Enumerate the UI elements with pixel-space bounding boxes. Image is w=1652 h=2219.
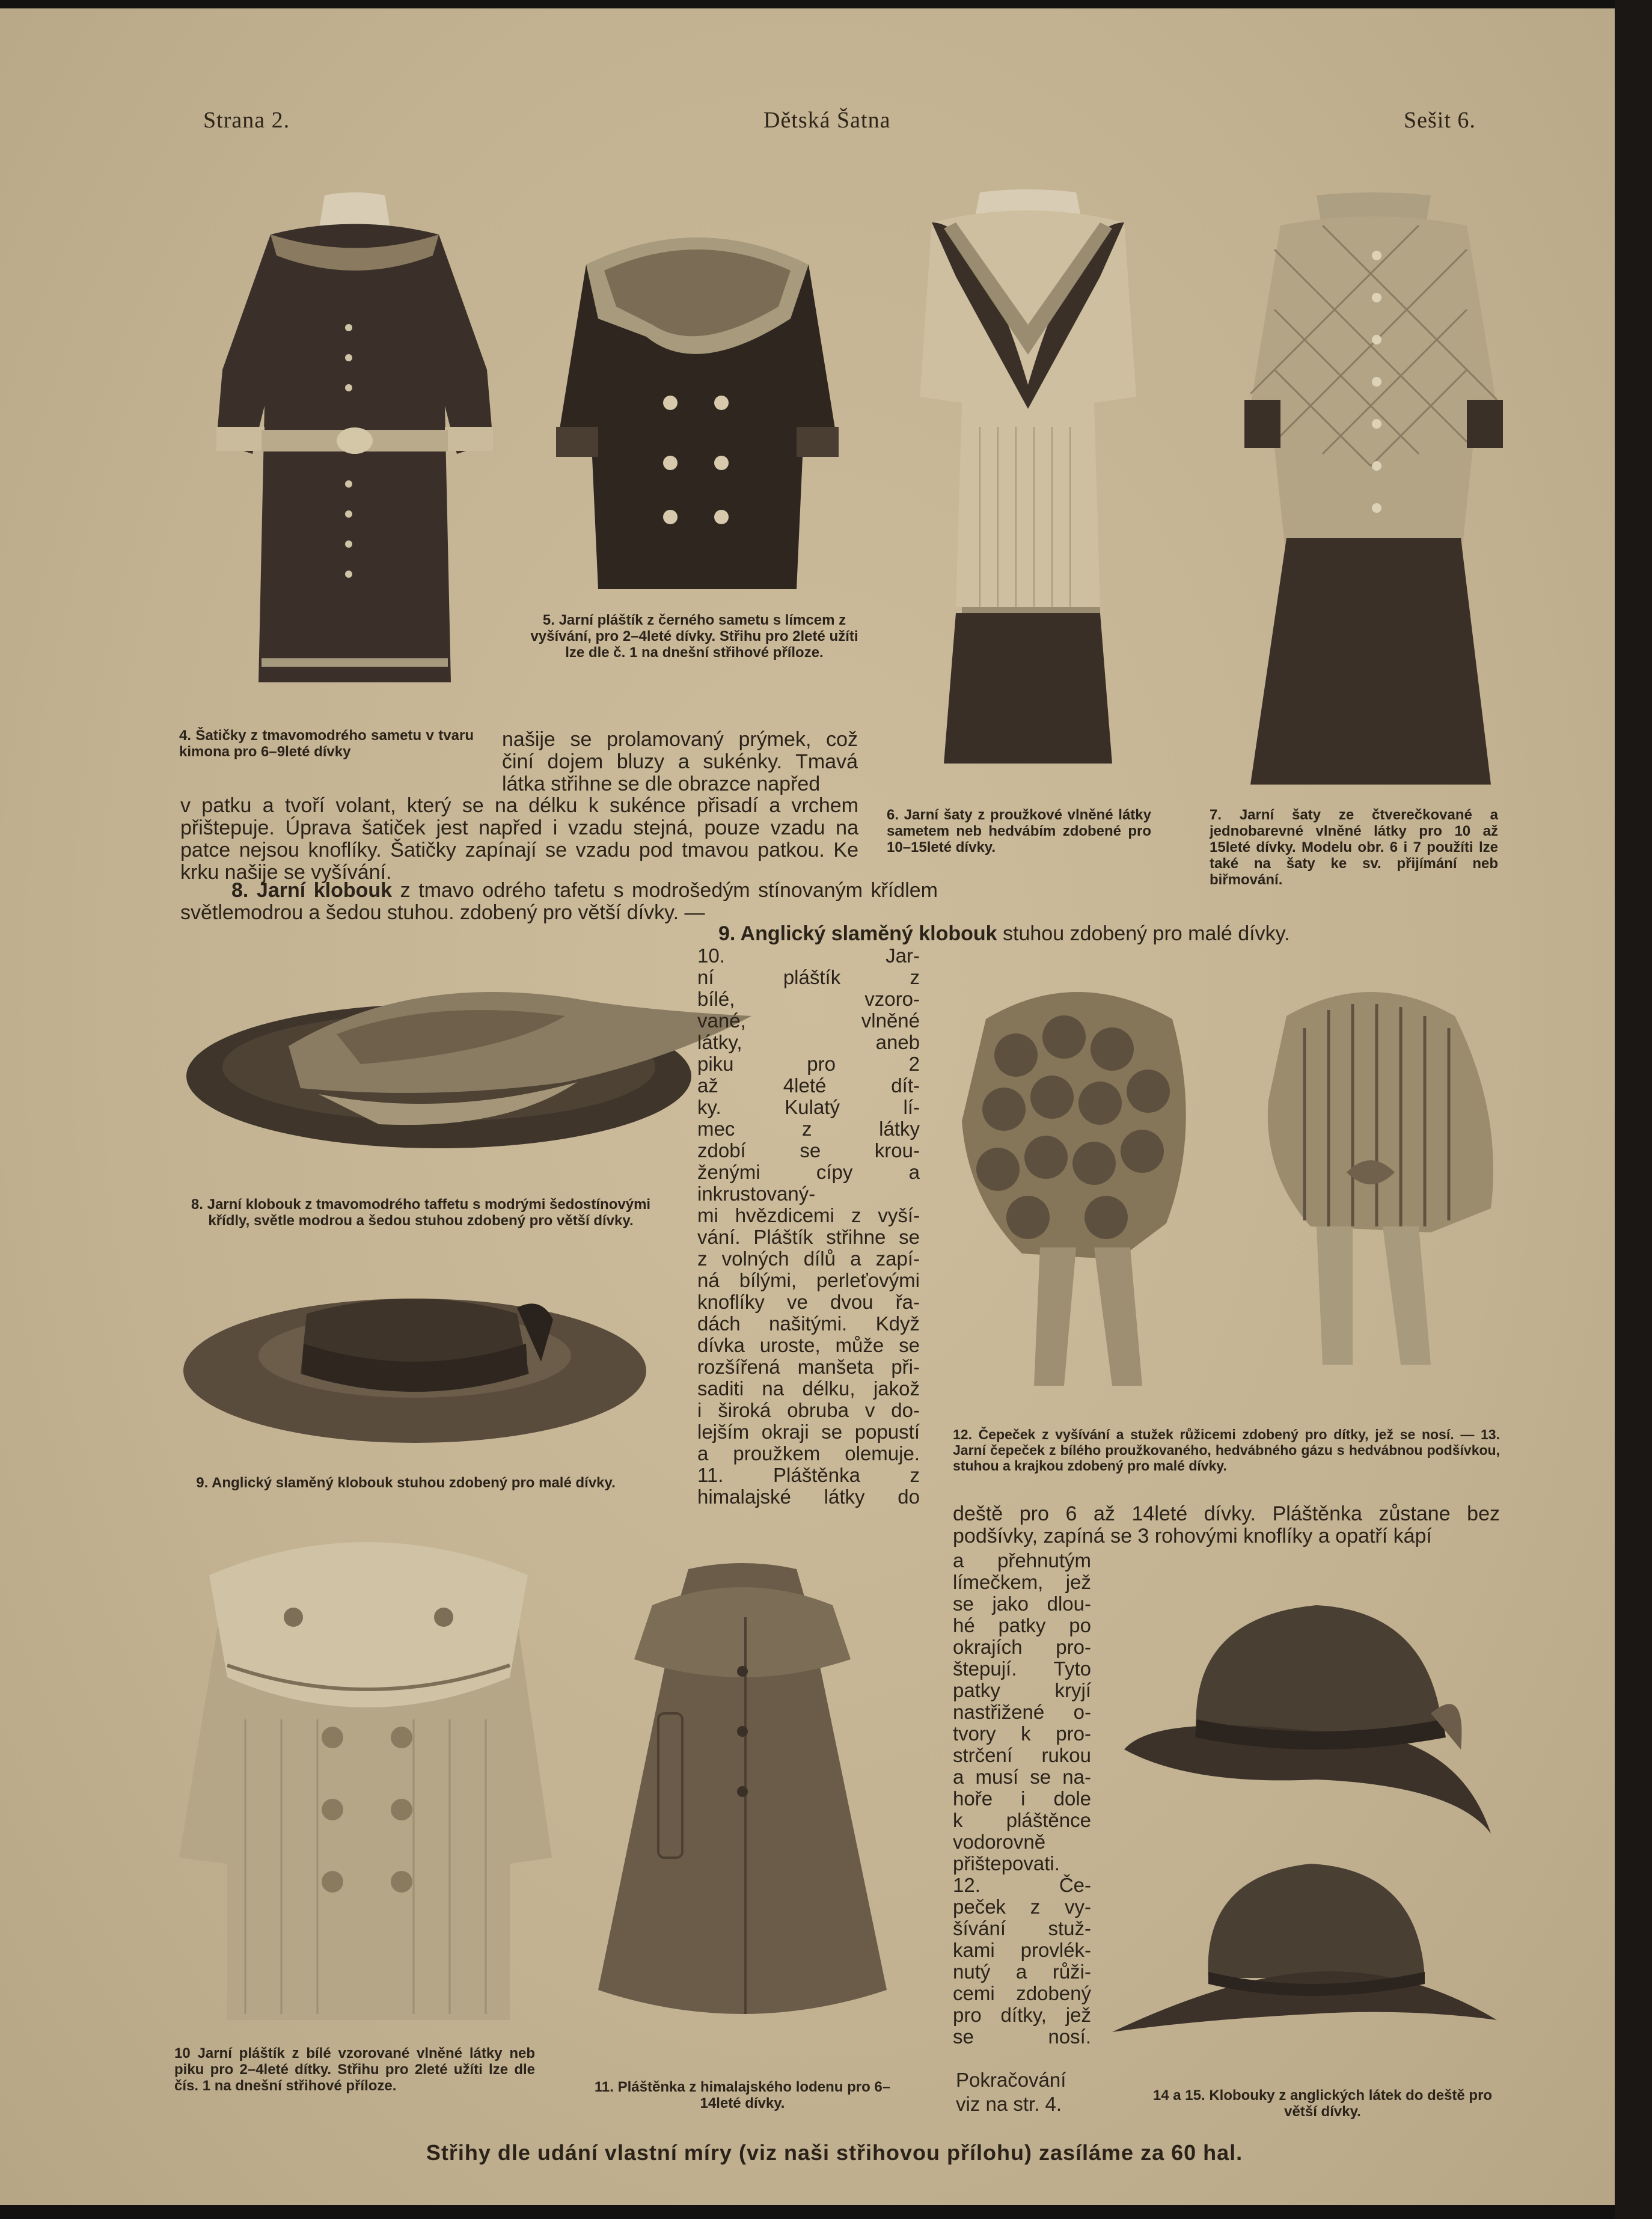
figure-8-hat-illustration xyxy=(180,962,754,1166)
caption-figure-5: 5. Jarní pláštík z černého sametu s límcem z vyšívání, pro 2–4leté dívky. Střihu pro 2leté užíti lze dle č. 1 na dnešní střihové příloze. xyxy=(530,612,858,661)
text-line: se nosí. xyxy=(953,2025,1091,2048)
text-line: vání. Pláštík střihne se xyxy=(697,1226,920,1248)
issue-number: Sešit 6. xyxy=(1404,108,1476,133)
figure-11-cape-illustration xyxy=(586,1557,899,2050)
text-line: přištepovati. xyxy=(953,1852,1060,1875)
hat-9-heading: 9. Anglický slaměný klobouk xyxy=(718,922,997,945)
figure-9-hat-illustration xyxy=(180,1272,649,1458)
caption-figure-11: 11. Pláštěnka z himalajského lodenu pro 6–14leté dívky. xyxy=(594,2079,891,2111)
text-line: ky. Kulatý lí- xyxy=(697,1096,920,1118)
text-line: himalajské látky do xyxy=(697,1486,920,1508)
text-line: strčení rukou xyxy=(953,1744,1091,1766)
text-line: mi hvězdicemi z vyší- xyxy=(697,1204,920,1226)
caption-figure-9: 9. Anglický slaměný klobouk stuhou zdobený pro malé dívky. xyxy=(196,1475,616,1491)
text-line: inkrustovaný- xyxy=(697,1183,816,1205)
figure-14-hat-illustration xyxy=(1118,1593,1503,1858)
text-line: štepují. Tyto xyxy=(953,1657,1091,1680)
text-line: dách našitými. Když xyxy=(697,1312,920,1335)
text-line: rozšířená manšeta při- xyxy=(697,1356,920,1378)
text-line: vané, vlněné xyxy=(697,1009,920,1032)
figure-10-coat-illustration xyxy=(173,1521,558,2020)
text-line: cemi zdobený xyxy=(953,1982,1091,2004)
article-column-cape-11 xyxy=(953,1550,1091,2048)
article-text-dress-body: v patku a tvoří volant, který se na délku k sukénce přisadí a vrchem přištepuje. Úprava šatiček jest napřed i vzadu stejná, pouze vzadu na patce nejsou knoflíky. Šatičky zapínají se vzadu pod tmavou patkou. Ke krku našije se vyšívání. xyxy=(180,794,858,884)
text-line: i široká obruba v do- xyxy=(697,1399,920,1421)
text-line: nutý a růži- xyxy=(953,1960,1091,1983)
caption-figure-14-15: 14 a 15. Klobouky z anglických látek do deště pro větší dívky. xyxy=(1152,2087,1493,2120)
text-line: mec z látky xyxy=(697,1118,920,1140)
figure-12-bonnet-illustration xyxy=(950,971,1202,1392)
article-text-hat-8 xyxy=(180,880,938,924)
text-line: piku pro 2 xyxy=(697,1053,920,1075)
caption-figure-6: 6. Jarní šaty z proužkové vlněné látky sametem neb hedvábím zdobené pro 10–15leté dívky. xyxy=(887,807,1151,855)
text-line: hé patky po xyxy=(953,1614,1091,1636)
text-line: lejším okraji se popustí xyxy=(697,1421,920,1443)
text-line: ženými cípy a xyxy=(697,1161,920,1183)
caption-figure-12-13: 12. Čepeček z vyšívání a stužek růžicemi zdobený pro dítky, jež se nosí. — 13. Jarní čepeček z bílého proužkovaného, hedvábného gázu s hedvábnou podšívkou, stuhou a krajkou zdobený pro malé dívky. xyxy=(953,1427,1500,1474)
text-line: knoflíky ve dvou řa- xyxy=(697,1291,920,1313)
article-text-hat-9 xyxy=(718,923,1386,945)
text-line: patky kryjí xyxy=(953,1679,1091,1701)
text-line: 12. Če- xyxy=(953,1874,1091,1896)
text-line: saditi na délku, jakož xyxy=(697,1377,920,1400)
page-edge xyxy=(1615,0,1652,2219)
text-line: dívka uroste, může se xyxy=(697,1334,920,1356)
text-line: 10. Jar- xyxy=(697,944,920,967)
text-line: tvory k pro- xyxy=(953,1722,1091,1745)
figure-13-bonnet-illustration xyxy=(1250,980,1503,1377)
text-line: hoře i dole xyxy=(953,1787,1091,1810)
text-line: ná bílými, perleťovými xyxy=(697,1269,920,1291)
text-line: a přehnutým xyxy=(953,1549,1091,1572)
figure-4-dress-illustration xyxy=(204,189,505,706)
figure-15-hat-illustration xyxy=(1106,1864,1503,2044)
text-line: látky, aneb xyxy=(697,1031,920,1053)
text-line: až 4leté dít- xyxy=(697,1074,920,1097)
page-number: Strana 2. xyxy=(203,108,290,133)
hat-8-description: z tmavo odrého tafetu s modrošedým stínovaným křídlem světlemodrou a šedou stuhou. zdobený pro větší dívky. — xyxy=(180,879,938,924)
figure-5-coat-illustration xyxy=(550,198,845,595)
figure-6-dress-illustration xyxy=(902,186,1154,788)
text-line: 11. Pláštěnka z xyxy=(697,1464,920,1486)
text-line: límečkem, jež xyxy=(953,1571,1091,1593)
article-text-cape-11: deště pro 6 až 14leté dívky. Pláštěnka zůstane bez podšívky, zapíná se 3 rohovými knoflíky a opatří kápí xyxy=(953,1502,1500,1547)
figure-7-dress-illustration xyxy=(1238,189,1509,785)
page-footer: Střihy dle udání vlastní míry (viz naši střihovou přílohu) zasíláme za 60 hal. xyxy=(426,2140,1243,2165)
text-line: peček z vy- xyxy=(953,1896,1091,1918)
magazine-title: Dětská Šatna xyxy=(763,108,891,133)
article-text-dress-intro: našije se prolamovaný prýmek, což činí dojem bluzy a sukénky. Tmavá látka střihne se dle obrazce napřed xyxy=(502,728,858,795)
article-column-coat-10 xyxy=(697,945,920,1508)
text-line: šívání stuž- xyxy=(953,1917,1091,1939)
hat-8-heading: 8. Jarní klobouk xyxy=(231,879,393,902)
text-line: pro dítky, jež xyxy=(953,2004,1091,2026)
text-line: a proužkem olemuje. xyxy=(697,1442,920,1465)
text-line: zdobí se krou- xyxy=(697,1139,920,1162)
text-line: kami provlék- xyxy=(953,1939,1091,1961)
text-line: nastřižené o- xyxy=(953,1701,1091,1723)
caption-figure-10: 10 Jarní pláštík z bílé vzorované vlněné látky neb piku pro 2–4leté dítky. Střihu pro 2leté užíti lze dle čís. 1 na dnešní střihové příloze. xyxy=(174,2045,535,2094)
text-line: vodorovně xyxy=(953,1831,1046,1853)
text-line: ní pláštík z xyxy=(697,966,920,988)
caption-figure-8: 8. Jarní klobouk z tmavomodrého taffetu s modrými šedostínovými křídly, světle modrou a šedou stuhou zdobený pro větší dívky. xyxy=(191,1196,651,1229)
text-line: a musí se na- xyxy=(953,1766,1091,1788)
text-line: se jako dlou- xyxy=(953,1593,1091,1615)
caption-figure-4: 4. Šatičky z tmavomodrého sametu v tvaru kimona pro 6–9leté dívky xyxy=(179,727,474,760)
text-line: okrajích pro- xyxy=(953,1636,1091,1658)
caption-figure-7: 7. Jarní šaty ze čtverečkované a jednobarevné vlněné látky pro 10 až 15leté dívky. Modelu obr. 6 i 7 použíti lze také na šaty ke sv. přijímání neb biřmování. xyxy=(1210,807,1498,888)
continued-note: Pokračování viz na str. 4. xyxy=(956,2069,1066,2115)
text-line: bílé, vzoro- xyxy=(697,988,920,1010)
text-line: z volných dílů a zapí- xyxy=(697,1247,920,1270)
text-line: k pláštěnce xyxy=(953,1809,1091,1831)
hat-9-description: stuhou zdobený pro malé dívky. xyxy=(997,922,1290,945)
